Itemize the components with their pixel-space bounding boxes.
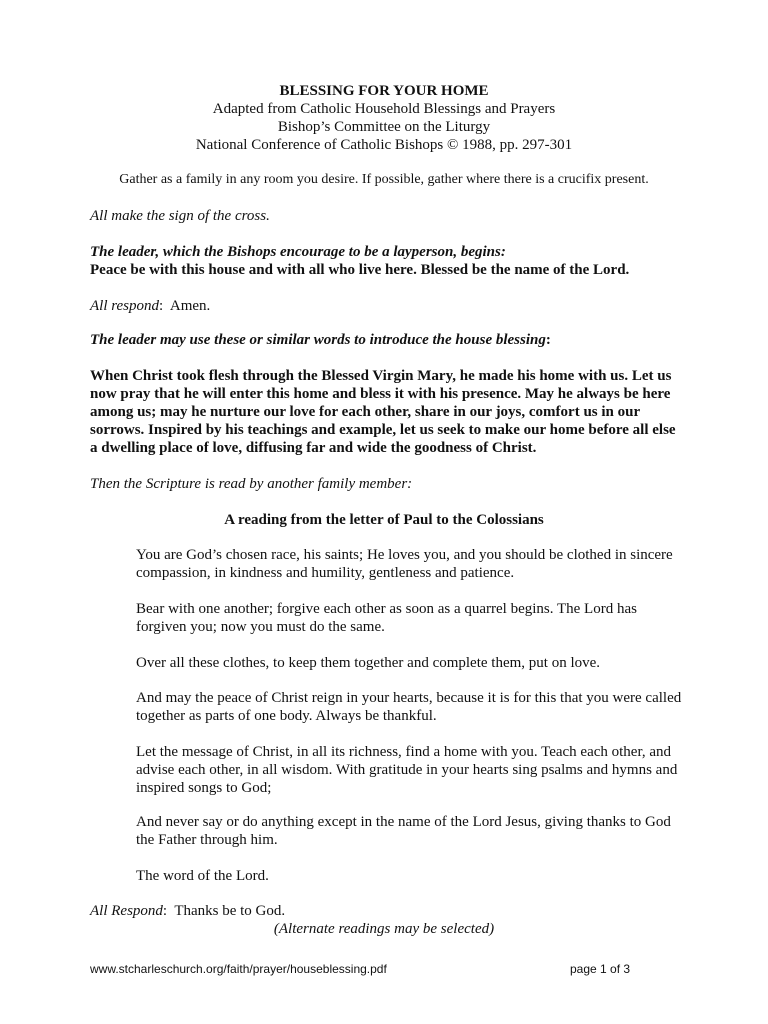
introduction-line: a dwelling place of love, diffusing far and wide the goodness of Christ. — [90, 440, 537, 456]
response-label: All Respond — [90, 903, 163, 919]
footer-url: www.stcharleschurch.org/faith/prayer/houseblessing.pdf — [90, 962, 387, 976]
document-title: BLESSING FOR YOUR HOME — [279, 83, 489, 99]
introduction-line: sorrows. Inspired by his teachings and example, let us seek to make our home before all else — [90, 422, 676, 438]
footer-page-number: page 1 of 3 — [570, 962, 631, 976]
reading-paragraph: Over all these clothes, to keep them together and complete them, put on love. — [136, 655, 601, 671]
reading-paragraph: Let the message of Christ, in all its richness, find a home with you. Teach each other, and advise each other, in all wisdom. With gratitude in your hearts sing psalms and hymns and inspired songs to God; — [136, 744, 678, 796]
reading-paragraph: Bear with one another; forgive each other as soon as a quarrel begins. The Lord has forgiven you; now you must do the same. — [136, 601, 637, 635]
response-amen: All respond: Amen. — [90, 298, 211, 314]
document-header — [0, 82, 768, 154]
introduce-rubric-text: The leader may use these or similar words to introduce the house blessing — [90, 332, 546, 348]
source-line: Adapted from Catholic Household Blessings and Prayers — [212, 101, 556, 117]
committee-line: Bishop’s Committee on the Liturgy — [277, 119, 491, 135]
introduction-line: When Christ took flesh through the Blessed Virgin Mary, he made his home with us. Let us — [90, 368, 672, 384]
response-text: Thanks be to God. — [174, 903, 286, 919]
introduction-line: among us; may he nurture our love for each other, share in our joys, comfort us in our — [90, 404, 641, 420]
greeting-text: Peace be with this house and with all who live here. Blessed be the name of the Lord. — [90, 262, 630, 278]
intro-instruction: Gather as a family in any room you desire. If possible, gather where there is a crucifix present. — [119, 172, 649, 187]
reading-conclusion: The word of the Lord. — [136, 868, 269, 884]
response-text: Amen. — [169, 298, 211, 314]
introduction-line: now pray that he will enter this home and bless it with his presence. May he always be here — [90, 386, 671, 402]
sign-of-cross-rubric: All make the sign of the cross. — [90, 208, 270, 224]
reading-paragraph: And never say or do anything except in the name of the Lord Jesus, giving thanks to God the Father through him. — [136, 814, 671, 848]
reading-title: A reading from the letter of Paul to the Colossians — [224, 512, 544, 528]
alternate-readings-note: (Alternate readings may be selected) — [273, 921, 495, 937]
scripture-rubric: Then the Scripture is read by another family member: — [90, 476, 413, 492]
response-thanks: All Respond: Thanks be to God. — [90, 903, 286, 919]
reading-paragraph: You are God’s chosen race, his saints; He loves you, and you should be clothed in sincere compassion, in kindness and humility, gentleness and patience. — [136, 547, 673, 581]
introduce-rubric: The leader may use these or similar words to introduce the house blessing: — [90, 332, 551, 348]
leader-begins-section — [90, 243, 730, 279]
introduction-paragraph — [90, 367, 730, 457]
response-label: All respond — [90, 298, 160, 314]
reading-paragraph: And may the peace of Christ reign in your hearts, because it is for this that you were called together as parts of one body. Always be thankful. — [136, 690, 682, 724]
leader-begins-rubric: The leader, which the Bishops encourage to be a layperson, begins: — [90, 244, 506, 260]
conference-line: National Conference of Catholic Bishops © 1988, pp. 297-301 — [195, 137, 573, 153]
